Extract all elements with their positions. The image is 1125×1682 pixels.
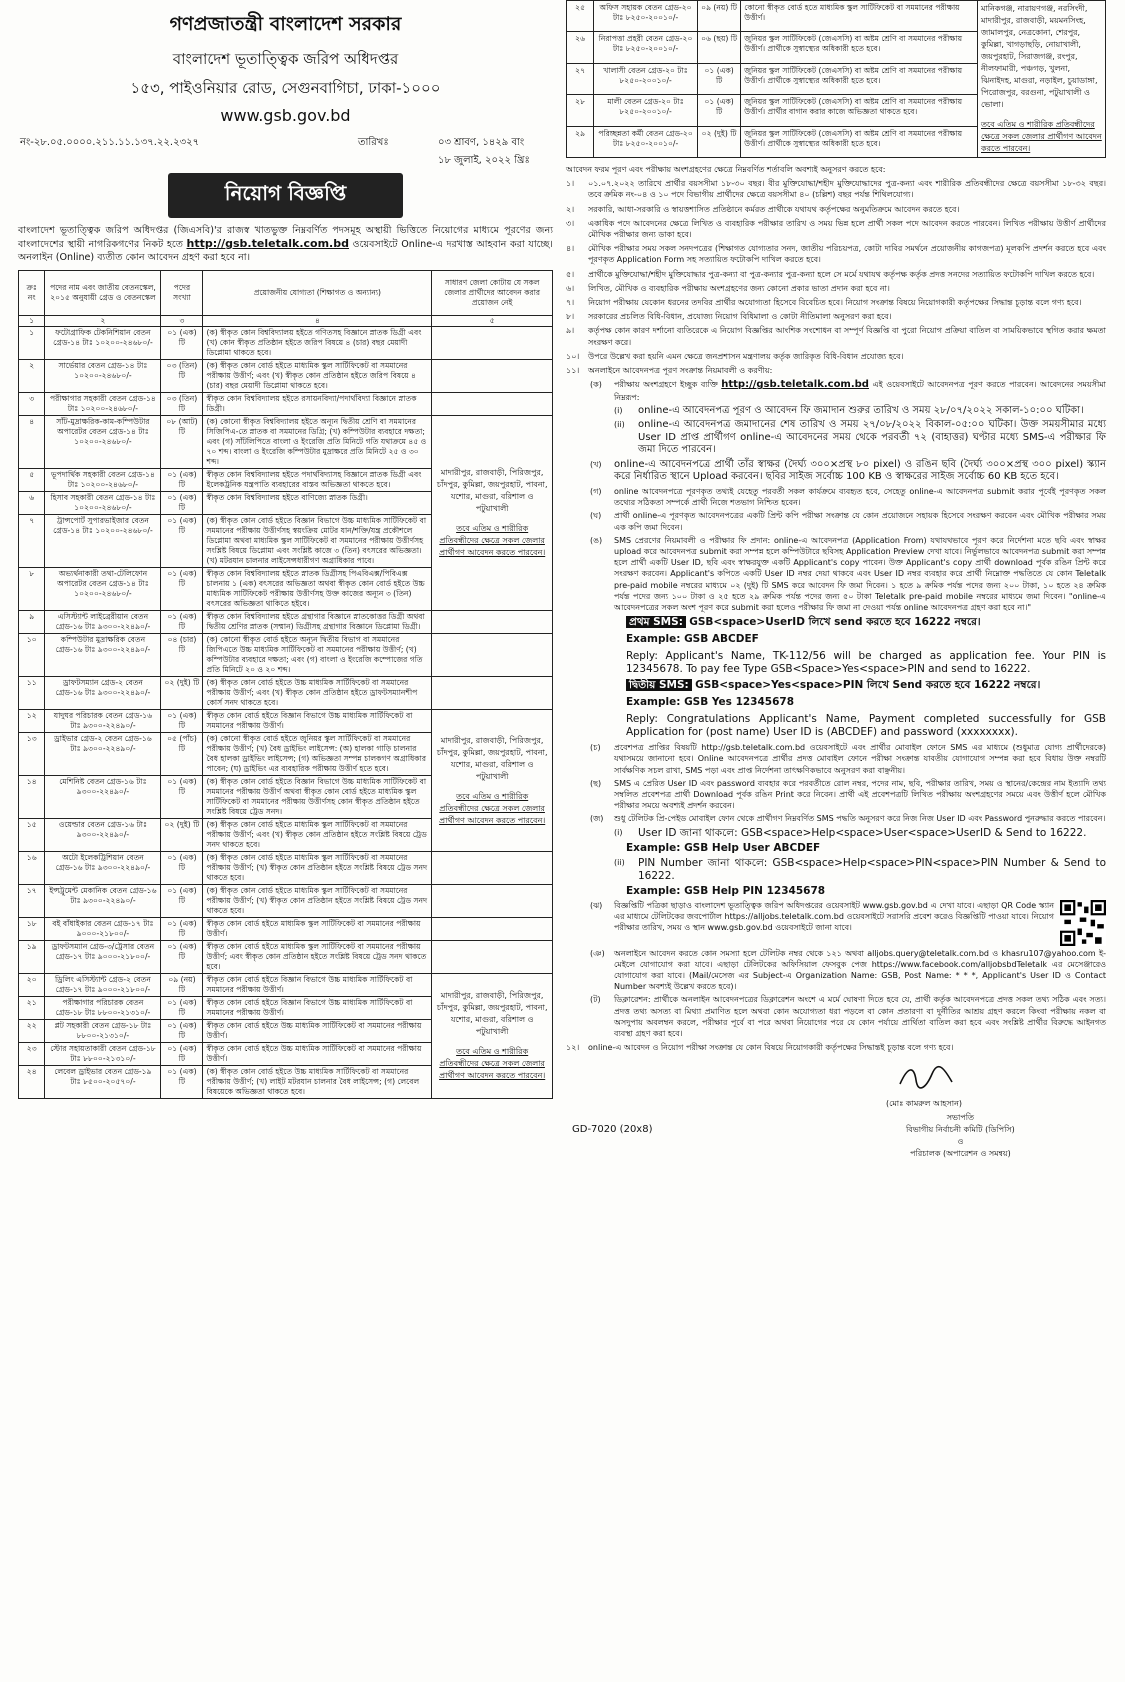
post-serial: ১৮ bbox=[19, 918, 45, 941]
post-qualification: (ক) স্বীকৃত কোন বোর্ড হইতে মাধ্যমিক স্কুল সার্টিফিকেট বা সমমানের পরীক্ষায় উত্তীর্ণ; এবং (খ) স্বীকৃত কোন প্রতিষ্ঠান হইতে জরিপ বিষয়ে ৪ (চার) বছর মেয়াদী ডিপ্লোমা থাকতে হবে। bbox=[203, 360, 432, 393]
post-qualification: স্বীকৃত কোন বিশ্ববিদ্যালয় হইতে পদার্থবিদ্যাসহ বিজ্ঞানে স্নাতক ডিগ্রী এবং ইলেকট্রনিক যন্ত্রপাতি ব্যবহারের বাস্তব অভিজ্ঞতা থাকতে হবে। bbox=[203, 469, 432, 492]
post-count: ০১ (এক) টি bbox=[161, 885, 203, 918]
post-qualification: (ক) স্বীকৃত কোন বোর্ড হইতে বিজ্ঞান বিভাগে উচ্চ মাধ্যমিক সার্টিফিকেট বা সমমানের পরীক্ষায় উত্তীর্ণসহ স্বয়ংক্রিয় মোটর যান/শক্তি/যন্ত্র প্রকৌশলে ডিপ্লোমা অথবা মাধ্যমিক স্কুল সার্টিফিকেট বা সমমানের পরীক্ষায় উত্তীর্ণসহ সংশ্লিষ্ট বিষয়ে ডিপ্লোমা এবং সংশ্লিষ্ট কাজে ৩ (তিন) বৎসরের অভিজ্ঞতা। (খ) মটরযান চালনার লাইসেন্সধারীগণ অগ্রাধিকার পাবে। bbox=[203, 515, 432, 568]
post-count: ০১ (এক) টি bbox=[161, 327, 203, 360]
orphan-disabled-note: তবে এতিম ও শারীরিক প্রতিবন্ধীদের ক্ষেত্রে সকল জেলার প্রার্থীগণ আবেদন করতে পারবেন। bbox=[439, 524, 546, 557]
online-step: (ঘ) প্রার্থী online-এ পূরণকৃত আবেদনপত্রের একটি প্রিন্ট কপি পরীক্ষা সংক্রান্ত যে কোন প্রয়োজনে সহায়ক হিসেবে সংরক্ষণ করবেন এবং মৌখিক পরীক্ষার সময় এক কপি জমা দিবেন। bbox=[590, 511, 1106, 532]
letterhead bbox=[18, 10, 553, 125]
table-row bbox=[19, 852, 553, 885]
post-qualification: স্বীকৃত কোন বোর্ড হইতে বিজ্ঞান বিভাগে উচ্চ মাধ্যমিক সার্টিফিকেট বা সমমানের পরীক্ষায় উত্তীর্ণ। bbox=[203, 710, 432, 733]
table-header-row bbox=[19, 271, 553, 316]
condition-item: ২। সরকারি, আধা-সরকারি ও স্বায়ত্তশাসিত প্রতিষ্ঠানে কর্মরত প্রার্থীকে যথাযথ কর্তৃপক্ষের অনুমতিক্রমে আবেদন করতে হবে। bbox=[566, 204, 1106, 215]
sms-first-tag: প্রথম SMS: bbox=[626, 616, 686, 628]
condition-item: ৮। সরকারের প্রচলিত বিধি-বিধান, প্রযোজ্য নিয়োগ বিধিমালা ও কোটা নীতিমালা অনুসরণ করা হবে। bbox=[566, 311, 1106, 322]
signatory-name: (মোঃ কামরুল আহসান) bbox=[886, 1099, 962, 1109]
district-restriction bbox=[432, 416, 553, 611]
post-name-grade: অফিস সহায়ক বেতন গ্রেড-২০ টাঃ ৮২৫০-২০০১০/- bbox=[594, 1, 698, 32]
signatory-title bbox=[906, 1112, 1015, 1160]
website-text: www.gsb.gov.bd bbox=[220, 106, 351, 125]
govt-title: গণপ্রজাতন্ত্রী বাংলাদেশ সরকার bbox=[169, 13, 402, 35]
sms-first-format: GSB<space>UserID লিখে send করতে হবে 16222 নম্বরে। bbox=[689, 616, 981, 629]
post-name-grade: ড্রিলিং এসিস্ট্যান্ট গ্রেড-২ বেতন গ্রেড-১৭ টাঃ ৯০০০-২১৮০০/- bbox=[45, 974, 161, 997]
step-text: ডিক্লারেশন: প্রার্থীকে অনলাইন আবেদনপত্রের ডিক্লারেশন অংশে এ মর্মে ঘোষণা দিতে হবে যে, প্রার্থী কর্তৃক আবেদনপত্রে প্রদত্ত সকল তথ্য সঠিক এবং সত্য। প্রদত্ত তথ্য অসত্য বা মিথ্যা প্রমাণিত হলে অথবা কোন অযোগ্যতা ধরা পড়লে বা কোন প্রতারণা বা দুর্নীতির আশ্রয় গ্রহণ করলে কিংবা পরীক্ষায় নকল বা অসদুপায় অবলম্বন করলে, পরীক্ষার পূর্বে বা পরে অথবা নিয়োগের পরে যে কোন পর্যায়ে প্রার্থিতা বাতিল করা হবে এবং সংশ্লিষ্ট প্রার্থীর বিরুদ্ধে আইনগত ব্যবস্থা গ্রহণ করা হবে। bbox=[614, 995, 1106, 1039]
post-serial: ৪ bbox=[19, 416, 45, 469]
post-name-grade: ফটোগ্রাফিক টেকনিশিয়ান বেতন গ্রেড-১৪ টাঃ ১০২০০-২৪৬৮০/- bbox=[45, 327, 161, 360]
condition-text: প্রার্থীকে মুক্তিযোদ্ধা/শহীদ মুক্তিযোদ্ধার পুত্র-কন্যা বা পুত্র-কন্যার পুত্র-কন্যা হলে সে মর্মে যথাযথ কর্তৃপক্ষ কর্তৃক প্রদত্ত সনদের সত্যায়িত ফটোকপি দাখিল করতে হবে। bbox=[588, 269, 1095, 279]
post-serial: ২৮ bbox=[567, 95, 594, 126]
step-text: PIN Number জানা থাকলে: GSB<space>Help<space>PIN<space>PIN Number & Send to 16222. bbox=[638, 856, 1106, 882]
district-restriction-empty bbox=[432, 852, 553, 885]
district-restriction bbox=[432, 710, 553, 852]
intro-text-a: বাংলাদেশ ভূতাত্ত্বিক জরিপ অধিদপ্তর (জিএসবি)'র রাজস্ব খাতভুক্ত নিম্নবর্ণিত পদসমূহ অস্থায়ী ভিত্তিতে নিয়োগের মাধ্যমে পূরণের জন্য বাংলাদেশের স্থায়ী নাগরিকগণের নিকট হতে bbox=[18, 225, 553, 250]
condition-item: ৫। প্রার্থীকে মুক্তিযোদ্ধা/শহীদ মুক্তিযোদ্ধার পুত্র-কন্যা বা পুত্র-কন্যার পুত্র-কন্যা হলে সে মর্মে যথাযথ কর্তৃপক্ষ কর্তৃক প্রদত্ত সনদের সত্যায়িত ফটোকপি দাখিল করতে হবে। bbox=[566, 269, 1106, 280]
post-serial: ৩ bbox=[19, 393, 45, 416]
post-qualification: স্বীকৃত কোন বিশ্ববিদ্যালয় হইতে রসায়নবিদ্যা/পদার্থবিদ্যা বিজ্ঞানে স্নাতক ডিগ্রী। bbox=[203, 393, 432, 416]
post-qualification: স্বীকৃত কোন বোর্ড হইতে বিজ্ঞান বিভাগে উচ্চ মাধ্যমিক সার্টিফিকেট বা সমমানের পরীক্ষায় উত্তীর্ণ। bbox=[203, 997, 432, 1020]
post-serial: ১২ bbox=[19, 710, 45, 733]
post-name-grade: পরীক্ষাগার সহকারী বেতন গ্রেড-১৪ টাঃ ১০২০০-২৪৬৮০/- bbox=[45, 393, 161, 416]
district-restriction-empty bbox=[432, 393, 553, 416]
district-restriction-empty bbox=[432, 677, 553, 710]
posts-table-continued bbox=[566, 0, 1106, 158]
post-name-grade: লেবেল ড্রাইভার বেতন গ্রেড-১৯ টাঃ ৮৫০০-২০৫৭০/- bbox=[45, 1066, 161, 1099]
district-restriction bbox=[978, 1, 1106, 158]
post-count: ০১ (এক) টি bbox=[161, 1043, 203, 1066]
post-serial: ২৫ bbox=[567, 1, 594, 32]
online-step: (ঙ) SMS প্রেরণের নিয়মাবলী ও পরীক্ষার ফি প্রদান: online-এ আবেদনপত্র (Application From) যথাযথভাবে পূরণ করে নির্দেশনা মতে ছবি এবং স্বাক্ষর upload করে আবেদনপত্র submit করা সম্পন্ন হলে কম্পিউটারে ছবিসহ Application Preview দেখা যাবে। নির্ভুলভাবে আবেদনপত্র submit করা সম্পন্ন হলে প্রার্থী একটি User ID, ছবি এবং স্বাক্ষরযুক্ত একটি Applicant's copy পাবেন। উক্ত Applicant's copy প্রার্থী download পূর্বক রঙিন প্রিন্ট করে সংরক্ষণ করবেন। Applicant's কপিতে একটি User ID নম্বর দেয়া থাকবে এবং User ID নম্বর ব্যবহার করে প্রার্থী নিম্নোক্ত পদ্ধতিতে যে কোন Teletalk pre-paid mobile নম্বরের মাধ্যমে ০২ (দুই) টি SMS করে আবেদন ফি জমা দিবেন। ১ হতে ৯ ক্রমিক পর্যন্ত পদের জন্য ২০০ টাকা, ১০ হতে ২৪ ক্রমিক পর্যন্ত পদের জন্য ১০০ টাকা ও ২৫ হতে ২৯ ক্রমিক পর্যন্ত পদের জন্য ৫০ টাকা Teletalk pre-paid mobile নম্বরের মাধ্যমে জমা দিবেন। "online-এ আবেদনপত্রের সকল অংশ পূরণ করে submit করা হলেও পরীক্ষার ফি জমা না দেওয়া পর্যন্ত online আবেদনপত্র গ্রহণ করা হবে না।" bbox=[590, 535, 1106, 612]
post-count: ০১ (এক) টি bbox=[161, 776, 203, 819]
post-count: ০১ (এক) টি bbox=[697, 95, 740, 126]
post-name-grade: সাঁট-মুদ্রাক্ষরিক-কাম-কম্পিউটার অপারেটর বেতন গ্রেড-১৪ টাঃ ১০২০০-২৪৬৮০/- bbox=[45, 416, 161, 469]
intro-paragraph bbox=[18, 224, 553, 264]
post-count: ০৫ (পাঁচ) টি bbox=[161, 733, 203, 776]
condition-item: ৭। নিয়োগ পরীক্ষায় যেকোন ধরনের তদবির প্রার্থীর অযোগ্যতা হিসেবে বিবেচিত হবে। নিয়োগ সংক্রান্ত বিষয়ে নিয়োগকারী কর্তৃপক্ষের সিদ্ধান্ত চূড়ান্ত বলে গণ্য হবে। bbox=[566, 297, 1106, 308]
post-qualification: জুনিয়র স্কুল সার্টিফিকেট (জেএসসি) বা অষ্টম শ্রেণি বা সমমানের পরীক্ষায় উত্তীর্ণ। প্রার্থীকে সুস্বাস্থ্যের অধিকারী হতে হবে। bbox=[741, 32, 978, 63]
post-count: ০১ (এক) টি bbox=[161, 568, 203, 611]
step-text: প্রবেশপত্র প্রাপ্তির বিষয়টি http://gsb.teletalk.com.bd ওয়েবসাইটে এবং প্রার্থীর মোবাইল ফোনে SMS এর মাধ্যমে (শুধুমাত্র যোগ্য প্রার্থীদেরকে) যথাসময়ে জানানো হবে। Online আবেদনপত্রে প্রার্থীর প্রদত্ত মোবাইল ফোনে পরীক্ষা সংক্রান্ত যাবতীয় যোগাযোগ সম্পন্ন করা হবে বিধায় উক্ত নম্বরটি সার্বক্ষণিক সচল রাখা, SMS পড়া এবং প্রাপ্ত নির্দেশনা তাৎক্ষণিকভাবে অনুসরণ করা বাঞ্ছনীয়। bbox=[614, 743, 1106, 775]
post-name-grade: মালী বেতন গ্রেড-২০ টাঃ ৮২৫০-২০০১০/- bbox=[594, 95, 698, 126]
step-text: এই ওয়েবসাইটে আবেদনপত্র পূরণ করতে পারবেন। আবেদনের সময়সীমা নিম্নরূপ: bbox=[614, 380, 1107, 402]
table-row bbox=[19, 710, 553, 733]
post-count: ০১ (এক) টি bbox=[161, 852, 203, 885]
post-qualification: (ক) স্বীকৃত কোন বোর্ড হইতে মাধ্যমিক স্কুল সার্টিফিকেট বা সমমানের পরীক্ষায় উত্তীর্ণ; এবং (খ) স্বীকৃত কোন প্রতিষ্ঠান হইতে সংশ্লিষ্ট বিষয়ে ট্রেড সনদ থাকতে হবে। bbox=[203, 819, 432, 852]
post-count: ০৩ (তিন) টি bbox=[161, 360, 203, 393]
post-count: ০৯ (নয়) টি bbox=[697, 1, 740, 32]
post-serial: ৯ bbox=[19, 611, 45, 634]
condition-text: কর্তৃপক্ষ কোন কারণ দর্শানো ব্যতিরেকে এ নিয়োগ বিজ্ঞপ্তির আংশিক সংশোধন বা সম্পূর্ণ বিজ্ঞপ্তি বা পুরো নিয়োগ প্রক্রিয়া বাতিল বা সাময়িকভাবে স্থগিত করার ক্ষমতা সংরক্ষণ করে। bbox=[588, 326, 1106, 347]
post-serial: ১৫ bbox=[19, 819, 45, 852]
excluded-districts: মানিকগঞ্জ, নারায়ণগঞ্জ, নরসিংদী, মাদারীপুর, রাজবাড়ী, ময়মনসিংহ, জামালপুর, নেত্রকোনা, শেরপুর, কুমিল্লা, খাগড়াছড়ি, নোয়াখালী, জয়পুরহাট, সিরাজগঞ্জ, রংপুর, নীলফামারী, পঞ্চগড়, খুলনা, ঝিনাইদহ, মাগুরা, নড়াইল, চুয়াডাঙ্গা, পিরোজপুর, বরগুনা, পটুয়াখালী ও ভোলা। bbox=[981, 4, 1098, 109]
help-user-example: Example: GSB Help User ABCDEF bbox=[626, 841, 821, 854]
online-step: (ঞ) অনলাইনে আবেদন করতে কোন সমস্যা হলে টেলিটক নম্বর থেকে ১২১ অথবা alljobs.query@teletalk.com.bd ও khasru107@yahoo.com ই-মেইলে যোগাযোগ করা যাবে। এছাড়া টেলিটকের অফিসিয়াল ফেসবুক পেজ https://www.facebook.com/alljobsbdTeletalk এর মেসেঞ্জারেও যোগাযোগ করা যাবে। (Mail/মেসেজ এর Subject-এ Organization Name: GSB, Post Name: * * *, Applicant's User ID ও Contact Number অবশ্যই উল্লেখ করতে হবে)। bbox=[590, 948, 1106, 992]
post-qualification: স্বীকৃত কোন বোর্ড হইতে মাধ্যমিক স্কুল সার্টিফিকেট বা সমমানের পরীক্ষায় উত্তীর্ণ; এবং স্বীকৃত কোন প্রতিষ্ঠান হইতে সংশ্লিষ্ট বিষয়ে ট্রেড সনদ থাকতে হবে। bbox=[203, 941, 432, 974]
table-row bbox=[567, 1, 1106, 32]
step-text: পরীক্ষায় অংশগ্রহণে ইচ্ছুক ব্যক্তি bbox=[614, 380, 718, 390]
post-qualification: স্বীকৃত কোন বোর্ড হইতে উচ্চ মাধ্যমিক সার্টিফিকেট বা সমমানের পরীক্ষায় উত্তীর্ণ। bbox=[203, 1020, 432, 1043]
condition-item: ১২। online-এ আবেদন ও নিয়োগ পরীক্ষা সংক্রান্ত যে কোন বিষয়ে নিয়োগকারী কর্তৃপক্ষের সিদ্ধান্তই চূড়ান্ত বলে গণ্য হবে। bbox=[566, 1042, 1106, 1053]
step-text: বিজ্ঞপ্তিটি পত্রিকা ছাড়াও বাংলাদেশ ভূতাত্ত্বিক জরিপ অধিদপ্তরের ওয়েবসাইট www.gsb.gov.bd এ দেখা যাবে। এছাড়া QR Code স্ক্যান এর মাধ্যমে টেলিটকের জবপোর্টাল https://alljobs.teletalk.com.bd ওয়েবসাইটে সরাসরি প্রবেশ করেও বিজ্ঞপ্তিটি পাওয়া যাবে। নিয়োগ পরীক্ষার তারিখ, সময় ও স্থান www.gsb.gov.bd ওয়েবসাইটে জানা যাবে। bbox=[614, 900, 1054, 933]
sms-second-block bbox=[626, 679, 1106, 739]
post-name-grade: অটো ইলেকট্রিশিয়ান বেতন গ্রেড-১৬ টাঃ ৯৩০০-২২৪৯০/- bbox=[45, 852, 161, 885]
post-qualification: স্বীকৃত কোন বোর্ড হইতে উচ্চ মাধ্যমিক সার্টিফিকেট বা সমমানের পরীক্ষায় উত্তীর্ণ। bbox=[203, 1043, 432, 1066]
online-step: (খ) online-এ আবেদনপত্রে প্রার্থী তাঁর স্বাক্ষর (দৈর্ঘ্য ৩০০×প্রস্থ ৮০ pixel) ও রঙিন ছবি (দৈর্ঘ্য ৩০০×প্রস্থ ৩০০ pixel) স্ক্যান করে নির্ধারিত স্থানে Upload করবেন। ছবির সাইজ সর্বোচ্চ 100 KB ও স্বাক্ষরের সাইজ সর্বোচ্চ 60 KB হতে হবে। bbox=[590, 458, 1106, 483]
condition-text: নিয়োগ পরীক্ষায় যেকোন ধরনের তদবির প্রার্থীর অযোগ্যতা হিসেবে বিবেচিত হবে। নিয়োগ সংক্রান্ত বিষয়ে নিয়োগকারী কর্তৃপক্ষের সিদ্ধান্ত চূড়ান্ত বলে গণ্য হবে। bbox=[588, 298, 1082, 308]
step-text: SMS প্রেরণের নিয়মাবলী ও পরীক্ষার ফি প্রদান: online-এ আবেদনপত্র (Application From) যথাযথভাবে পূরণ করে নির্দেশনা মতে ছবি এবং স্বাক্ষর upload করে আবেদনপত্র submit করা সম্পন্ন হলে কম্পিউটারে ছবিসহ Application Preview দেখা যাবে। নির্ভুলভাবে আবেদনপত্র submit করা সম্পন্ন হলে প্রার্থী একটি User ID, ছবি এবং স্বাক্ষরযুক্ত একটি Applicant's copy পাবেন। উক্ত Applicant's copy প্রার্থী download পূর্বক রঙিন প্রিন্ট করে সংরক্ষণ করবেন। Applicant's কপিতে একটি User ID নম্বর দেয়া থাকবে এবং User ID নম্বর ব্যবহার করে প্রার্থী নিম্নোক্ত পদ্ধতিতে যে কোন Teletalk pre-paid mobile নম্বরের মাধ্যমে ০২ (দুই) টি SMS করে আবেদন ফি জমা দিবেন। ১ হতে ৯ ক্রমিক পর্যন্ত পদের জন্য ২০০ টাকা, ১০ হতে ২৪ ক্রমিক পর্যন্ত পদের জন্য ১০০ টাকা ও ২৫ হতে ২৯ ক্রমিক পর্যন্ত পদের জন্য ৫০ টাকা Teletalk pre-paid mobile নম্বরের মাধ্যমে জমা দিবেন। "online-এ আবেদনপত্রের সকল অংশ পূরণ করে submit করা হলেও পরীক্ষার ফি জমা না দেওয়া পর্যন্ত online আবেদনপত্র গ্রহণ করা হবে না।" bbox=[614, 535, 1106, 612]
sms-second-reply: Reply: Congratulations Applicant's Name, Payment completed successfully for GSB Application for (post name) User ID is (ABCDEF) and password (xxxxxxxx). bbox=[626, 713, 1106, 739]
post-qualification: কোনো স্বীকৃত বোর্ড হতে মাধ্যমিক স্কুল সার্টিফিকেট বা সমমানের পরীক্ষায় উত্তীর্ণ। bbox=[741, 1, 978, 32]
post-count: ০১ (এক) টি bbox=[161, 469, 203, 492]
post-name-grade: ড্রাইভার গ্রেড-২ বেতন গ্রেড-১৬ টাঃ ৯৩০০-২২৪৯০/- bbox=[45, 733, 161, 776]
post-name-grade: অভ্যর্থনাকারী তথা-টেলিফোন অপারেটর বেতন গ্রেড-১৪ টাঃ ১০২০০-২৪৬৮০/- bbox=[45, 568, 161, 611]
step-text: online-এ আবেদনপত্রে প্রার্থী তাঁর স্বাক্ষর (দৈর্ঘ্য ৩০০×প্রস্থ ৮০ pixel) ও রঙিন ছবি (দৈর্ঘ্য ৩০০×প্রস্থ ৩০০ pixel) স্ক্যান করে নির্ধারিত স্থানে Upload করবেন। ছবির সাইজ সর্বোচ্চ 100 KB ও স্বাক্ষরের সাইজ সর্বোচ্চ 60 KB হতে হবে। bbox=[614, 458, 1106, 483]
help-pin-example: Example: GSB Help PIN 12345678 bbox=[626, 884, 826, 897]
post-name-grade: ভূপদার্থিক সহকারী বেতন গ্রেড-১৪ টাঃ ১০২০০-২৪৬৮০/- bbox=[45, 469, 161, 492]
online-substep: (ii) PIN Number জানা থাকলে: GSB<space>Help<space>PIN<space>PIN Number & Send to 16222. bbox=[614, 856, 1106, 882]
sms-first-example: Example: GSB ABCDEF bbox=[626, 633, 759, 646]
condition-item: ১১। অনলাইনে আবেদনপত্র পূরণ সংক্রান্ত নিয়মাবলী ও করণীয়: bbox=[566, 365, 1106, 376]
post-serial: ৮ bbox=[19, 568, 45, 611]
right-column bbox=[566, 0, 1106, 1682]
post-name-grade: ড্রাফটসম্যান গ্রেড-২ বেতন গ্রেড-১৬ টাঃ ৯৩০০-২২৪৯০/- bbox=[45, 677, 161, 710]
post-serial: ৭ bbox=[19, 515, 45, 568]
online-step: (ছ) SMS এ প্রেরিত User ID এবং password ব্যবহার করে পরবর্তীতে রোল নম্বর, পদের নাম, ছবি, পরীক্ষার তারিখ, সময় ও স্থানের/কেন্দ্রের নাম ইত্যাদি তথ্য সম্বলিত প্রবেশপত্র প্রার্থী Download পূর্বক রঙিন Print করে নিবেন। প্রার্থী এই প্রবেশপত্রটি লিখিত পরীক্ষায় অংশগ্রহণের সময়ে এবং উত্তীর্ণ হলে মৌখিক পরীক্ষার সময়ে অবশ্যই প্রদর্শন করবেন। bbox=[590, 778, 1106, 811]
sms-first-reply: Reply: Applicant's Name, TK-112/56 will be charged as application fee. Your PIN is 12345678. To pay fee Type GSB<Space>Yes<space>PIN and send to 16222. bbox=[626, 650, 1106, 676]
post-serial: ৫ bbox=[19, 469, 45, 492]
post-qualification: (ক) স্বীকৃত কোন বোর্ড হইতে বিজ্ঞান বিভাগে উচ্চ মাধ্যমিক সার্টিফিকেট বা সমমানের পরীক্ষায় উত্তীর্ণ অথবা স্বীকৃত কোন বোর্ড হইতে মাধ্যমিক স্কুল সার্টিফিকেট বা সমমানের পরীক্ষায় উত্তীর্ণসহ কোন স্বীকৃত প্রতিষ্ঠান হইতে সংশ্লিষ্ট বিষয়ে ট্রেড সনদ। bbox=[203, 776, 432, 819]
dept-address: ১৫৩, পাইওনিয়ার রোড, সেগুনবাগিচা, ঢাকা-১০০০ bbox=[130, 79, 441, 97]
signature-mark bbox=[896, 1062, 956, 1092]
col-header-post: পদের নাম এবং জাতীয় বেতনস্কেল, ২০১৫ অনুযায়ী গ্রেড ও বেতনস্কেল bbox=[45, 271, 161, 316]
step-text: online আবেদনপত্রে পূরণকৃত তথ্যই যেহেতু পরবর্তী সকল কার্যক্রমে ব্যবহৃত হবে, সেহেতু online-এ আবেদনপত্র submit করার পূর্বেই পূরণকৃত সকল তথ্যের সঠিকতা সম্পর্কে প্রার্থী নিজে শতভাগ নিশ্চিত হবেন। bbox=[614, 486, 1106, 508]
online-step: (গ) online আবেদনপত্রে পূরণকৃত তথ্যই যেহেতু পরবর্তী সকল কার্যক্রমে ব্যবহৃত হবে, সেহেতু online-এ আবেদনপত্র submit করার পূর্বেই পূরণকৃত সকল তথ্যের সঠিকতা সম্পর্কে প্রার্থী নিজে শতভাগ নিশ্চিত হবেন। bbox=[590, 486, 1106, 508]
post-count: ০৬ (ছয়) টি bbox=[697, 32, 740, 63]
post-count: ০১ (এক) টি bbox=[161, 941, 203, 974]
post-serial: ১৬ bbox=[19, 852, 45, 885]
post-name-grade: এসিস্ট্যান্ট লাইব্রেরীয়ান বেতন গ্রেড-১৬ টাঃ ৯৩০০-২২৪৯০/- bbox=[45, 611, 161, 634]
post-name-grade: খালাসী বেতন গ্রেড-২০ টাঃ ৮২৫০-২০০১০/- bbox=[594, 63, 698, 94]
post-serial: ১৪ bbox=[19, 776, 45, 819]
excluded-districts: মাদারীপুর, রাজবাড়ী, পিরিজপুর, চাঁদপুর, কুমিল্লা, জয়পুরহাট, পাবনা, যশোর, মাগুরা, বরিশাল ও পটুয়াখালী bbox=[436, 468, 548, 513]
district-restriction-empty bbox=[432, 918, 553, 941]
table-row bbox=[19, 634, 553, 677]
condition-item: ৪। মৌখিক পরীক্ষার সময় সকল সনদপত্রের (শিক্ষাগত যোগ্যতার সনদ, জাতীয় পরিচয়পত্র, কোটা দাবির সমর্থনে প্রয়োজনীয় কাগজপত্র) মূলকপি প্রদর্শন করতে হবে এবং পূরণকৃত Application Form সহ সত্যায়িত ফটোকপি দাখিল করতে হবে। bbox=[566, 244, 1106, 265]
online-step: (ঝ) বিজ্ঞপ্তিটি পত্রিকা ছাড়াও বাংলাদেশ ভূতাত্ত্বিক জরিপ অধিদপ্তরের ওয়েবসাইট www.gsb.gov.bd এ দেখা যাবে। এছাড়া QR Code স্ক্যান এর মাধ্যমে টেলিটকের জবপোর্টাল https://alljobs.teletalk.com.bd ওয়েবসাইটে সরাসরি প্রবেশ করেও বিজ্ঞপ্তিটি পাওয়া যাবে। নিয়োগ পরীক্ষার তারিখ, সময় ও স্থান www.gsb.gov.bd ওয়েবসাইটে জানা যাবে। bbox=[590, 900, 1106, 946]
orphan-disabled-note: তবে এতিম ও শারীরিক প্রতিবন্ধীদের ক্ষেত্রে সকল জেলার প্রার্থীগণ আবেদন করতে পারবেন। bbox=[439, 1047, 546, 1080]
condition-text: সরকারের প্রচলিত বিধি-বিধান, প্রযোজ্য নিয়োগ বিধিমালা ও কোটা নীতিমালা অনুসরণ করা হবে। bbox=[588, 312, 892, 322]
title-line: সভাপতি bbox=[946, 1113, 975, 1123]
post-qualification: স্বীকৃত কোন বিশ্ববিদ্যালয় হইতে বাণিজ্যে স্নাতক ডিগ্রী। bbox=[203, 492, 432, 515]
col-number: ২ bbox=[45, 316, 161, 327]
post-serial: ১০ bbox=[19, 634, 45, 677]
table-row bbox=[19, 885, 553, 918]
col-header-district: সাধারণ জেলা কোটায় যে সকল জেলার প্রার্থীদের আবেদন করার প্রয়োজন নেই bbox=[432, 271, 553, 316]
title-line: ও bbox=[957, 1137, 964, 1147]
district-restriction-empty bbox=[432, 327, 553, 360]
post-qualification: জুনিয়র স্কুল সার্টিফিকেট (জেএসসি) বা অষ্টম শ্রেণি বা সমমানের পরীক্ষায় উত্তীর্ণ। প্রার্থীকে সুস্বাস্থ্যের অধিকারী হতে হবে। bbox=[741, 126, 978, 157]
post-count: ০২ (দুই) টি bbox=[697, 126, 740, 157]
gd-number: GD-7020 (20x8) bbox=[572, 1124, 653, 1136]
step-text: online-এ আবেদনপত্র জমাদানের শেষ তারিখ ও সময় ২৭/০৮/২০২২ বিকাল-০৫:০০ ঘটিকা। উক্ত সময়সীমার মধ্যে User ID প্রাপ্ত প্রার্থীগণ online-এ আবেদনের সময় থেকে পরবর্তী ৭২ (বাহাত্তর) ঘণ্টার মধ্যে SMS-এ পরীক্ষার ফি জমা দিতে পারবেন। bbox=[638, 419, 1106, 456]
post-count: ০১ (এক) টি bbox=[161, 611, 203, 634]
post-name-grade: কম্পিউটার মুদ্রাক্ষরিক বেতন গ্রেড-১৬ টাঃ ৯৩০০-২২৪৯০/- bbox=[45, 634, 161, 677]
post-serial: ২৩ bbox=[19, 1043, 45, 1066]
reference-number: নং-২৮.০৫.০০০০.২১১.১১.১৩৭.২২.২৩২৭ bbox=[20, 137, 200, 148]
step-text: প্রার্থী online-এ পূরণকৃত আবেদনপত্রের একটি প্রিন্ট কপি পরীক্ষা সংক্রান্ত যে কোন প্রয়োজনে সহায়ক হিসেবে সংরক্ষণ করবেন এবং মৌখিক পরীক্ষার সময় এক কপি জমা দিবেন। bbox=[614, 511, 1106, 532]
application-url-link[interactable]: http://gsb.teletalk.com.bd bbox=[186, 237, 349, 250]
col-number: ৫ bbox=[432, 316, 553, 327]
post-serial: ১৯ bbox=[19, 941, 45, 974]
condition-text: একাধিক পদে আবেদনের ক্ষেত্রে লিখিত ও ব্যবহারিক পরীক্ষার তারিখ ও সময় ভিন্ন হলে প্রার্থী সকল পদে আবেদন করতে পারবেন। লিখিত পরীক্ষায় উত্তীর্ণ প্রার্থীদের মৌখিক পরীক্ষার জন্য ডাকা হবে। bbox=[588, 218, 1106, 240]
condition-text: মৌখিক পরীক্ষার সময় সকল সনদপত্রের (শিক্ষাগত যোগ্যতার সনদ, জাতীয় পরিচয়পত্র, কোটা দাবির সমর্থনে প্রয়োজনীয় কাগজপত্র) মূলকপি প্রদর্শন করতে হবে এবং পূরণকৃত Application Form সহ সত্যায়িত ফটোকপি দাখিল করতে হবে। bbox=[588, 244, 1106, 265]
col-number: ৪ bbox=[203, 316, 432, 327]
post-serial: ১১ bbox=[19, 677, 45, 710]
post-count: ০১ (এক) টি bbox=[161, 492, 203, 515]
notice-banner: নিয়োগ বিজ্ঞপ্তি bbox=[168, 173, 403, 218]
qr-code-icon[interactable] bbox=[1060, 900, 1106, 946]
condition-item: ১। ০১.০৭.২০২২ তারিখে প্রার্থীর বয়সসীমা ১৮-৩০ বছর। বীর মুক্তিযোদ্ধা/শহীদ মুক্তিযোদ্ধাদের পুত্র-কন্যা এবং শারীরিক প্রতিবন্ধীদের ক্ষেত্রে বয়সসীমা ১৮-৩২ বছর। তবে ক্রমিক নং-০৪ ও ১০ পদে বিভাগীয় প্রার্থীদের ক্ষেত্রে বয়সসীমা ৪০ (চল্লিশ) বছর পর্যন্ত শিথিলযোগ্য। bbox=[566, 179, 1106, 200]
post-count: ০২ (দুই) টি bbox=[161, 677, 203, 710]
condition-text: উপরে উল্লেখ করা হয়নি এমন ক্ষেত্রে জনপ্রশাসন মন্ত্রণালয় কর্তৃক জারিকৃত বিধি-বিধান প্রযোজ্য হবে। bbox=[588, 351, 904, 361]
step-text: User ID জানা থাকলে: GSB<space>Help<space>User<space>UserID & Send to 16222. bbox=[638, 826, 1087, 839]
step-text: online-এ আবেদনপত্র পূরণ ও আবেদন ফি জমাদান শুরুর তারিখ ও সময় ২৮/০৭/২০২২ সকাল-১০:০০ ঘটিকা। bbox=[638, 404, 1084, 416]
post-name-grade: সার্ভেয়ার বেতন গ্রেড-১৪ টাঃ ১০২০০-২৪৬৮০/- bbox=[45, 360, 161, 393]
online-substep: (i) online-এ আবেদনপত্র পূরণ ও আবেদন ফি জমাদান শুরুর তারিখ ও সময় ২৮/০৭/২০২২ সকাল-১০:০০ ঘটিকা। bbox=[614, 405, 1106, 418]
post-serial: ২৯ bbox=[567, 126, 594, 157]
orphan-disabled-note: তবে এতিম ও শারীরিক প্রতিবন্ধীদের ক্ষেত্রে সকল জেলার প্রার্থীগণ আবেদন করতে পারবেন। bbox=[439, 791, 546, 825]
post-serial: ২৭ bbox=[567, 63, 594, 94]
online-substep: (i) User ID জানা থাকলে: GSB<space>Help<space>User<space>UserID & Send to 16222. bbox=[614, 827, 1106, 840]
table-row bbox=[19, 360, 553, 393]
col-header-qualification: প্রয়োজনীয় যোগ্যতা (শিক্ষাগত ও অন্যান্য) bbox=[203, 271, 432, 316]
excluded-districts: মাদারীপুর, রাজবাড়ী, পিরিজপুর, চাঁদপুর, কুমিল্লা, জয়পুরহাট, পাবনা, যশোর, মাগুরা, বরিশাল ও পটুয়াখালী bbox=[436, 735, 548, 781]
posts-table-continued-body bbox=[567, 1, 1106, 158]
sms-first-block bbox=[626, 616, 1106, 676]
post-count: ০১ (এক) টি bbox=[161, 515, 203, 568]
reference-row bbox=[18, 131, 553, 171]
post-qualification: (ক) স্বীকৃত কোন বোর্ড হইতে মাধ্যমিক স্কুল সার্টিফিকেট বা সমমানের পরীক্ষায় উত্তীর্ণ; (খ) স্বীকৃত কোন প্রতিষ্ঠান হইতে সংশ্লিষ্ট বিষয়ে ট্রেড সনদ থাকতে হবে। bbox=[203, 852, 432, 885]
post-serial: ২৬ bbox=[567, 32, 594, 63]
signature-block bbox=[566, 1056, 1106, 1216]
table-row bbox=[19, 611, 553, 634]
post-name-grade: ড্রাফটসম্যান গ্রেড-৩/ট্রেসার বেতন গ্রেড-১৭ টাঃ ৯০০০-২১৮০০/- bbox=[45, 941, 161, 974]
title-line: পরিচালক (অপারেশন ও সমন্বয়) bbox=[910, 1149, 1011, 1159]
conditions-section bbox=[566, 164, 1106, 1053]
post-count: ০১ (এক) টি bbox=[161, 918, 203, 941]
left-column bbox=[18, 0, 553, 1682]
step-text: অনলাইনে আবেদন করতে কোন সমস্যা হলে টেলিটক নম্বর থেকে ১২১ অথবা alljobs.query@teletalk.com.bd ও khasru107@yahoo.com ই-মেইলে যোগাযোগ করা যাবে। এছাড়া টেলিটকের অফিসিয়াল ফেসবুক পেজ https://www.facebook.com/alljobsbdTeletalk এর মেসেঞ্জারেও যোগাযোগ করা যাবে। (Mail/মেসেজ এর Subject-এ Organization Name: GSB, Post Name: * * *, Applicant's User ID ও Contact Number অবশ্যই উল্লেখ করতে হবে)। bbox=[614, 948, 1106, 992]
post-name-grade: প্লট সহকারী বেতন গ্রেড-১৮ টাঃ ৮৮০০-২১৩১০/- bbox=[45, 1020, 161, 1043]
condition-item: ৩। একাধিক পদে আবেদনের ক্ষেত্রে লিখিত ও ব্যবহারিক পরীক্ষার তারিখ ও সময় ভিন্ন হলে প্রার্থী সকল পদে আবেদন করতে পারবেন। লিখিত পরীক্ষায় উত্তীর্ণ প্রার্থীদের মৌখিক পরীক্ষার জন্য ডাকা হবে। bbox=[566, 218, 1106, 240]
table-row bbox=[19, 393, 553, 416]
post-count: ০১ (এক) টি bbox=[161, 997, 203, 1020]
online-substep: (ii) online-এ আবেদনপত্র জমাদানের শেষ তারিখ ও সময় ২৭/০৮/২০২২ বিকাল-০৫:০০ ঘটিকা। উক্ত সময়সীমার মধ্যে User ID প্রাপ্ত প্রার্থীগণ online-এ আবেদনের সময় থেকে পরবর্তী ৭২ (বাহাত্তর) ঘণ্টার মধ্যে SMS-এ পরীক্ষার ফি জমা দিতে পারবেন। bbox=[614, 419, 1106, 456]
conditions-lead: আবেদন ফরম পূরণ এবং পরীক্ষায় অংশগ্রহণের ক্ষেত্রে নিম্নবর্ণিত শর্তাবলি অবশ্যই অনুসরণ করতে হবে: bbox=[566, 165, 886, 174]
post-qualification: (ক) কোনো স্বীকৃত বিশ্ববিদ্যালয় হইতে অন্যূন দ্বিতীয় শ্রেণি বা সমমানের সিজিপিএ-তে স্নাতক বা সমমানের ডিগ্রি; (খ) কম্পিউটার ব্যবহারে দক্ষতা; এবং (গ) সাঁটলিপিতে বাংলা ও ইংরেজি প্রতি মিনিটে গতি যথাক্রমে ৪৫ ও ৭০ শব্দ। বাংলা ও ইংরেজি কম্পিউটার মুদ্রাক্ষরে প্রতি মিনিটে ২৫ ও ৩০ শব্দ। bbox=[203, 416, 432, 469]
condition-text: সরকারি, আধা-সরকারি ও স্বায়ত্তশাসিত প্রতিষ্ঠানে কর্মরত প্রার্থীকে যথাযথ কর্তৃপক্ষের অনুমতিক্রমে আবেদন করতে হবে। bbox=[588, 204, 960, 214]
post-name-grade: পরীক্ষাগার পরিচারক বেতন গ্রেড-১৮ টাঃ ৮৮০০-২১৩১০/- bbox=[45, 997, 161, 1020]
post-serial: ২২ bbox=[19, 1020, 45, 1043]
post-count: ০২ (দুই) টি bbox=[161, 819, 203, 852]
district-restriction-empty bbox=[432, 634, 553, 677]
online-step: (ট) ডিক্লারেশন: প্রার্থীকে অনলাইন আবেদনপত্রের ডিক্লারেশন অংশে এ মর্মে ঘোষণা দিতে হবে যে, প্রার্থী কর্তৃক আবেদনপত্রে প্রদত্ত সকল তথ্য সঠিক এবং সত্য। প্রদত্ত তথ্য অসত্য বা মিথ্যা প্রমাণিত হলে অথবা কোন অযোগ্যতা ধরা পড়লে বা কোন প্রতারণা বা দুর্নীতির আশ্রয় গ্রহণ করলে কিংবা পরীক্ষায় নকল বা অসদুপায় অবলম্বন করলে, পরীক্ষার পূর্বে বা পরে অথবা নিয়োগের পরে যে কোন পর্যায়ে প্রার্থিতা বাতিল করা হবে এবং সংশ্লিষ্ট প্রার্থীর বিরুদ্ধে আইনগত ব্যবস্থা গ্রহণ করা হবে। bbox=[590, 995, 1106, 1039]
online-step: (ক) পরীক্ষায় অংশগ্রহণে ইচ্ছুক ব্যক্তি http://gsb.teletalk.com.bd এই ওয়েবসাইটে আবেদনপত্র পূরণ করতে পারবেন। আবেদনের সময়সীমা নিম্নরূপ: bbox=[590, 379, 1107, 402]
post-name-grade: মেশিনিষ্ট বেতন গ্রেড-১৬ টাঃ ৯৩০০-২২৪৯০/- bbox=[45, 776, 161, 819]
post-qualification: স্বীকৃত কোন বোর্ড হইতে বিজ্ঞান বিভাগে উচ্চ মাধ্যমিক সার্টিফিকেট বা সমমানের পরীক্ষায় উত্তীর্ণ। bbox=[203, 974, 432, 997]
col-header-count: পদের সংখ্যা bbox=[161, 271, 203, 316]
post-serial: ২৪ bbox=[19, 1066, 45, 1099]
column-number-row bbox=[19, 316, 553, 327]
post-serial: ১ bbox=[19, 327, 45, 360]
condition-item: ৬। লিখিত, মৌখিক ও ব্যবহারিক পরীক্ষায় অংশগ্রহণের জন্য কোনো প্রকার ভাতা প্রদান করা হবে না। bbox=[566, 283, 1106, 294]
post-serial: ২০ bbox=[19, 974, 45, 997]
step-text: শুধু টেলিটক প্রি-পেইড মোবাইল ফোন থেকে প্রার্থীগণ নিম্নবর্ণিত SMS পদ্ধতি অনুসরণ করে নিজ নিজ User ID এবং Password পুনরুদ্ধার করতে পারবেন। bbox=[614, 814, 1106, 824]
online-step: (জ) শুধু টেলিটক প্রি-পেইড মোবাইল ফোন থেকে প্রার্থীগণ নিম্নবর্ণিত SMS পদ্ধতি অনুসরণ করে নিজ নিজ User ID এবং Password পুনরুদ্ধার করতে পারবেন। bbox=[590, 814, 1106, 824]
post-qualification: (ক) স্বীকৃত কোন বোর্ড হইতে উচ্চ মাধ্যমিক সার্টিফিকেট বা সমমানের পরীক্ষায় উত্তীর্ণ; এবং (খ) স্বীকৃত কোন প্রতিষ্ঠান হইতে ড্রাফটসম্যানশীপ কোর্স সনদ থাকতে হবে। bbox=[203, 677, 432, 710]
condition-text: ০১.০৭.২০২২ তারিখে প্রার্থীর বয়সসীমা ১৮-৩০ বছর। বীর মুক্তিযোদ্ধা/শহীদ মুক্তিযোদ্ধাদের পুত্র-কন্যা এবং শারীরিক প্রতিবন্ধীদের ক্ষেত্রে বয়সসীমা ১৮-৩২ বছর। তবে ক্রমিক নং-০৪ ও ১০ পদে বিভাগীয় প্রার্থীদের ক্ষেত্রে বয়সসীমা ৪০ (চল্লিশ) বছর পর্যন্ত শিথিলযোগ্য। bbox=[588, 179, 1106, 200]
title-line: বিভাগীয় নির্বাচনী কমিটি (ডিপিসি) bbox=[906, 1125, 1015, 1135]
condition-item: ৯। কর্তৃপক্ষ কোন কারণ দর্শানো ব্যতিরেকে এ নিয়োগ বিজ্ঞপ্তির আংশিক সংশোধন বা সম্পূর্ণ বিজ্ঞপ্তি বা পুরো নিয়োগ প্রক্রিয়া বাতিল বা সাময়িকভাবে স্থগিত করার ক্ষমতা সংরক্ষণ করে। bbox=[566, 326, 1106, 347]
post-name-grade: হিসাব সহকারী বেতন গ্রেড-১৪ টাঃ ১০২০০-২৪৬৮০/- bbox=[45, 492, 161, 515]
dept-name: বাংলাদেশ ভূতাত্ত্বিক জরিপ অধিদপ্তর bbox=[172, 50, 399, 68]
post-serial: ৬ bbox=[19, 492, 45, 515]
post-name-grade: স্টোর সহায়তাকারী বেতন গ্রেড-১৮ টাঃ ৮৮০০-২১৩১০/- bbox=[45, 1043, 161, 1066]
date-english: ১৮ জুলাই, ২০২২ খ্রিঃ bbox=[438, 155, 530, 166]
post-count: ০৪ (চার) টি bbox=[161, 634, 203, 677]
table-row bbox=[19, 918, 553, 941]
district-restriction-empty bbox=[432, 360, 553, 393]
col-header-serial: ক্রঃ নং bbox=[19, 271, 45, 316]
district-restriction-empty bbox=[432, 611, 553, 634]
orphan-disabled-note: তবে এতিম ও শারীরিক প্রতিবন্ধীদের ক্ষেত্রে সকল জেলার প্রার্থীগণ আবেদন করতে পারবেন। bbox=[981, 120, 1102, 153]
post-qualification: জুনিয়র স্কুল সার্টিফিকেট (জেএসসি) বা অষ্টম শ্রেণি বা সমমানের পরীক্ষায় উত্তীর্ণ। প্রার্থীকে সুস্বাস্থ্যের অধিকারী হতে হবে। bbox=[741, 63, 978, 94]
post-count: ০৮ (আট) টি bbox=[161, 416, 203, 469]
post-count: ০১ (এক) টি bbox=[161, 1020, 203, 1043]
condition-text: অনলাইনে আবেদনপত্র পূরণ সংক্রান্ত নিয়মাবলী ও করণীয়: bbox=[588, 366, 773, 376]
post-qualification: স্বীকৃত কোন বিশ্ববিদ্যালয় হইতে স্নাতক ডিগ্রীসহ পিএবিএক্স/পিবিএক্স চালনায় ১ (এক) বৎসরের অভিজ্ঞতা অথবা স্বীকৃত কোন বোর্ড হইতে উচ্চ মাধ্যমিক সার্টিফিকেট পরীক্ষায় উত্তীর্ণসহ উক্ত কাজের অন্যূন ৩ (তিন) বৎসরের অভিজ্ঞতা থাকিতে হইবে। bbox=[203, 568, 432, 611]
post-qualification: (ক) কোনো স্বীকৃত বোর্ড হইতে জুনিয়র স্কুল সার্টিফিকেট বা সমমানের পরীক্ষায় উত্তীর্ণ; (খ) বৈধ ড্রাইভিং লাইসেন্স: (অ) হালকা গাড়ি চালনার বৈধ হালকা ড্রাইভিং লাইসেন্স; (গ) অভিজ্ঞতা সম্পন্ন চালকগণ অগ্রাধিকার পাবেন; (ঘ) ড্রাইভিং এর ব্যবহারিক পরীক্ষায় উত্তীর্ণ হতে হবে। bbox=[203, 733, 432, 776]
post-count: ০১ (এক) টি bbox=[161, 710, 203, 733]
table-row bbox=[19, 941, 553, 974]
post-count: ০৩ (তিন) টি bbox=[161, 393, 203, 416]
col-number: ৩ bbox=[161, 316, 203, 327]
post-qualification: (ক) স্বীকৃত কোন বোর্ড হইতে মাধ্যমিক স্কুল সার্টিফিকেট বা সমমানের পরীক্ষায় উত্তীর্ণ; (খ) স্বীকৃত কোন প্রতিষ্ঠান হইতে সংশ্লিষ্ট বিষয়ে ট্রেড সনদ থাকতে হবে। bbox=[203, 885, 432, 918]
intro-text-b: ওয়েবসাইটে Online-এ দরখাস্ত আহবান করা যাচ্ছে। অনলাইন (Online) ব্যতীত কোন আবেদন গ্রহণ করা হবে না। bbox=[18, 239, 553, 263]
post-qualification: (ক) কোনো স্বীকৃত বোর্ড হইতে অন্যূন দ্বিতীয় বিভাগ বা সমমানের জিপিএতে উচ্চ মাধ্যমিক সার্টিফিকেট বা সমমানের পরীক্ষায় উত্তীর্ণ; (খ) কম্পিউটার ব্যবহারে দক্ষতা; এবং (গ) বাংলা ও ইংরেজি কম্পোজের গতি প্রতি মিনিটে ২০ ও ২০ শব্দ। bbox=[203, 634, 432, 677]
post-name-grade: বই বাঁধাইকার বেতন গ্রেড-১৭ টাঃ ৯০০০-২১৮০০/- bbox=[45, 918, 161, 941]
posts-table-body bbox=[19, 327, 553, 1099]
teletalk-url-link[interactable]: http://gsb.teletalk.com.bd bbox=[721, 379, 869, 391]
excluded-districts: মাদারীপুর, রাজবাড়ী, পিরিজপুর, চাঁদপুর, কুমিল্লা, জয়পুরহাট, পাবনা, যশোর, মাগুরা, বরিশাল ও পটুয়াখালী bbox=[436, 991, 548, 1036]
condition-item: ১০। উপরে উল্লেখ করা হয়নি এমন ক্ষেত্রে জনপ্রশাসন মন্ত্রণালয় কর্তৃক জারিকৃত বিধি-বিধান প্রযোজ্য হবে। bbox=[566, 351, 1106, 362]
post-serial: ১৩ bbox=[19, 733, 45, 776]
col-number: ১ bbox=[19, 316, 45, 327]
post-count: ০১ (এক) টি bbox=[697, 63, 740, 94]
post-qualification: স্বীকৃত কোন বোর্ড হইতে মাধ্যমিক স্কুল সার্টিফিকেট বা সমমানের পরীক্ষায় উত্তীর্ণ। bbox=[203, 918, 432, 941]
post-qualification: স্বীকৃত কোন বিশ্ববিদ্যালয় হইতে গ্রন্থাগার বিজ্ঞানে স্নাতকোত্তর ডিগ্রী অথবা দ্বিতীয় শ্রেণির স্নাতক (সম্মান) ডিগ্রীসহ গ্রন্থাগার বিজ্ঞানে ডিপ্লোমা ডিগ্রী। bbox=[203, 611, 432, 634]
post-count: ০৯ (নয়) টি bbox=[161, 974, 203, 997]
post-serial: ২১ bbox=[19, 997, 45, 1020]
post-name-grade: ওয়েল্ডার বেতন গ্রেড-১৬ টাঃ ৯৩০০-২২৪৯০/- bbox=[45, 819, 161, 852]
condition-text: লিখিত, মৌখিক ও ব্যবহারিক পরীক্ষায় অংশগ্রহণের জন্য কোনো প্রকার ভাতা প্রদান করা হবে না। bbox=[588, 283, 890, 293]
post-name-grade: ইন্সট্রুমেন্ট মেকানিক বেতন গ্রেড-১৬ টাঃ ৯৩০০-২২৪৯০/- bbox=[45, 885, 161, 918]
post-count: ০১ (এক) টি bbox=[161, 1066, 203, 1099]
table-row bbox=[19, 677, 553, 710]
sms-second-tag: দ্বিতীয় SMS: bbox=[626, 679, 692, 691]
post-name-grade: ট্রান্সপোর্ট সুপারভাইজার বেতন গ্রেড-১৪ টাঃ ১০২০০-২৪৬৮০/- bbox=[45, 515, 161, 568]
post-serial: ২ bbox=[19, 360, 45, 393]
post-qualification: (ক) স্বীকৃত কোন বোর্ড হইতে উচ্চ মাধ্যমিক সার্টিফিকেট বা সমমানের পরীক্ষায় উত্তীর্ণ; (খ) লাইট মটরযান চালনার বৈধ লাইসেন্স; (গ) লেবেল বিষয়েকে অভিজ্ঞতা থাকতে হবে। bbox=[203, 1066, 432, 1099]
sms-second-example: Example: GSB Yes 12345678 bbox=[626, 696, 795, 709]
table-row bbox=[19, 416, 553, 469]
post-name-grade: নিরাপত্তা প্রহরী বেতন গ্রেড-২০ টাঃ ৮২৫০-২০০১০/- bbox=[594, 32, 698, 63]
post-qualification: (ক) স্বীকৃত কোন বিশ্ববিদ্যালয় হইতে গণিতসহ বিজ্ঞানে স্নাতক ডিগ্রী এবং (খ) কোন স্বীকৃত প্রতিষ্ঠান হইতে জরিপ বিষয়ে ৪ (চার) বছর মেয়াদী ডিপ্লোমা থাকতে হবে। bbox=[203, 327, 432, 360]
district-restriction-empty bbox=[432, 941, 553, 974]
sms-second-format: GSB<space>Yes<space>PIN লিখে Send করতে হবে 16222 নম্বরে। bbox=[695, 679, 1041, 692]
district-restriction bbox=[432, 974, 553, 1099]
post-qualification: জুনিয়র স্কুল সার্টিফিকেট (জেএসসি) বা অষ্টম শ্রেণি বা সমমানের পরীক্ষায় উত্তীর্ণ। প্রার্থীর বাগান করার কাজে অভিজ্ঞতা থাকতে হবে। bbox=[741, 95, 978, 126]
post-serial: ১৭ bbox=[19, 885, 45, 918]
step-text: SMS এ প্রেরিত User ID এবং password ব্যবহার করে পরবর্তীতে রোল নম্বর, পদের নাম, ছবি, পরীক্ষার তারিখ, সময় ও স্থানের/কেন্দ্রের নাম ইত্যাদি তথ্য সম্বলিত প্রবেশপত্র প্রার্থী Download পূর্বক রঙিন Print করে নিবেন। প্রার্থী এই প্রবেশপত্রটি লিখিত পরীক্ষায় অংশগ্রহণের সময়ে এবং উত্তীর্ণ হলে মৌখিক পরীক্ষার সময়ে অবশ্যই প্রদর্শন করবেন। bbox=[614, 778, 1106, 811]
district-restriction-empty bbox=[432, 885, 553, 918]
post-name-grade: যাদুঘর পরিচারক বেতন গ্রেড-১৬ টাঃ ৯৩০০-২২৪৯০/- bbox=[45, 710, 161, 733]
table-row bbox=[19, 327, 553, 360]
posts-table bbox=[18, 270, 553, 1099]
table-row bbox=[19, 974, 553, 997]
online-step: (চ) প্রবেশপত্র প্রাপ্তির বিষয়টি http://gsb.teletalk.com.bd ওয়েবসাইটে এবং প্রার্থীর মোবাইল ফোনে SMS এর মাধ্যমে (শুধুমাত্র যোগ্য প্রার্থীদেরকে) যথাসময়ে জানানো হবে। Online আবেদনপত্রে প্রার্থীর প্রদত্ত মোবাইল ফোনে পরীক্ষা সংক্রান্ত যাবতীয় যোগাযোগ সম্পন্ন করা হবে বিধায় উক্ত নম্বরটি সার্বক্ষণিক সচল রাখা, SMS পড়া এবং প্রাপ্ত নির্দেশনা তাৎক্ষণিকভাবে অনুসরণ করা বাঞ্ছনীয়। bbox=[590, 743, 1106, 775]
post-name-grade: পরিচ্ছন্নতা কর্মী বেতন গ্রেড-২০ টাঃ ৮২৫০-২০০১০/- bbox=[594, 126, 698, 157]
condition-text: online-এ আবেদন ও নিয়োগ পরীক্ষা সংক্রান্ত যে কোন বিষয়ে নিয়োগকারী কর্তৃপক্ষের সিদ্ধান্তই চূড়ান্ত বলে গণ্য হবে। bbox=[588, 1043, 954, 1053]
date-bangla: ০৩ শ্রাবণ, ১৪২৯ বাং bbox=[438, 137, 525, 148]
date-label: তারিখঃ bbox=[358, 137, 389, 148]
